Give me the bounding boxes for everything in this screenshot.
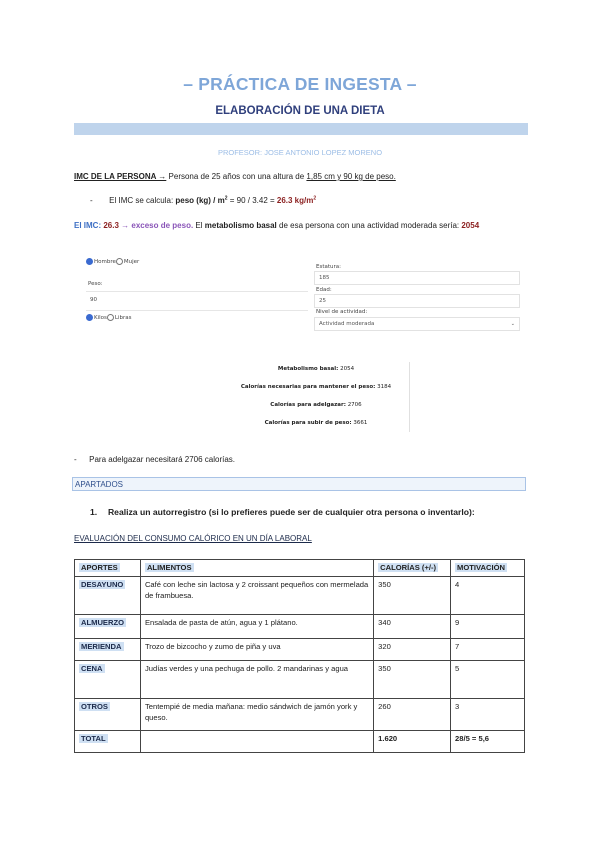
note-dash: - xyxy=(74,455,77,464)
apartado-item xyxy=(90,507,475,517)
row-aporte: OTROS xyxy=(75,699,141,731)
note-text: Para adelgazar necesitará 2706 calorías. xyxy=(89,455,236,464)
header-alimentos: ALIMENTOS xyxy=(140,560,373,577)
edad-input[interactable]: 25 xyxy=(314,294,520,308)
nivel-select-value: Actividad moderada xyxy=(319,321,375,327)
row-aporte: CENA xyxy=(75,661,141,699)
row-alimentos: Judías verdes y una pechuga de pollo. 2 mandarinas y agua xyxy=(140,661,373,699)
result-row: Calorías necesarias para mantener el peso: 3184 xyxy=(240,384,392,390)
estatura-input[interactable]: 185 xyxy=(314,271,520,285)
calc-mid: = 90 / 3.42 = xyxy=(227,196,277,205)
radio-mujer[interactable] xyxy=(116,258,123,265)
calc-prefix: El IMC se calcula: xyxy=(109,196,176,205)
row-motivacion: 3 xyxy=(451,699,525,731)
header-aportes: APORTES xyxy=(75,560,141,577)
radio-hombre[interactable] xyxy=(86,258,93,265)
calorie-table xyxy=(74,559,525,753)
page-subtitle: ELABORACIÓN DE UNA DIETA xyxy=(215,105,385,117)
row-motivacion: 5 xyxy=(451,661,525,699)
row-aporte: DESAYUNO xyxy=(75,577,141,615)
row-motivacion: 7 xyxy=(451,639,525,661)
row-calorias: 350 xyxy=(374,577,451,615)
summary-value: 26.3 xyxy=(103,221,119,230)
row-alimentos: Tentempié de media mañana: medio sándwich de jamón york y queso. xyxy=(140,699,373,731)
row-aporte: MERIENDA xyxy=(75,639,141,661)
imc-label: IMC DE LA PERSONA → xyxy=(74,172,167,181)
peso-value[interactable]: 90 xyxy=(90,297,97,303)
peso-label: Peso: xyxy=(88,281,103,287)
calc-result: 26.3 kg/m xyxy=(276,196,314,205)
radio-libras-label: Libras xyxy=(114,315,132,321)
apartados-header: APARTADOS xyxy=(72,477,526,491)
nivel-select[interactable] xyxy=(314,317,520,331)
radio-hombre-label: Hombre xyxy=(94,259,116,265)
chevron-down-icon: ⌄ xyxy=(510,321,515,327)
table-row xyxy=(75,615,525,639)
row-calorias: 350 xyxy=(374,661,451,699)
results-divider xyxy=(409,362,410,432)
row-motivacion: 4 xyxy=(451,577,525,615)
summary-arrow: → xyxy=(118,221,132,230)
table-row xyxy=(75,699,525,731)
calc-formula: peso (kg) / m xyxy=(175,196,225,205)
edad-label: Edad: xyxy=(316,287,332,293)
table-row xyxy=(75,577,525,615)
table-header-row xyxy=(75,560,525,577)
header-band xyxy=(74,123,528,135)
summary-text-b: de esa persona con una actividad moderada sería: xyxy=(276,221,462,230)
page-title: – PRÁCTICA DE INGESTA – xyxy=(183,74,417,94)
row-aporte: ALMUERZO xyxy=(75,615,141,639)
row-calorias: 260 xyxy=(374,699,451,731)
radio-libras[interactable] xyxy=(107,314,114,321)
sex-radio-group xyxy=(86,258,139,265)
imc-summary-line xyxy=(74,221,479,230)
imc-text: Persona de 25 años con una altura de xyxy=(166,172,307,181)
imc-calc-line xyxy=(90,196,316,205)
header-motivacion: MOTIVACIÓN xyxy=(451,560,525,577)
imc-measures: 1,85 cm y 90 kg de peso. xyxy=(306,172,396,181)
row-alimentos: Trozo de bizcocho y zumo de piña y uva xyxy=(140,639,373,661)
row-calorias: 320 xyxy=(374,639,451,661)
peso-top-border xyxy=(86,291,308,292)
imc-line xyxy=(74,172,396,181)
note-line xyxy=(74,455,235,464)
apartado-number: 1. xyxy=(90,507,98,517)
summary-result: 2054 xyxy=(461,221,480,230)
unit-radio-group xyxy=(86,314,132,321)
table-row xyxy=(75,661,525,699)
result-row: Calorías para adelgazar: 2706 xyxy=(270,402,362,408)
apartado-text: Realiza un autorregistro (si lo prefieres puede ser de cualquier otra persona o inventarlo): xyxy=(107,507,475,517)
table-row xyxy=(75,639,525,661)
nivel-label: Nivel de actividad: xyxy=(316,309,368,315)
radio-kilos[interactable] xyxy=(86,314,93,321)
evaluacion-title: EVALUACIÓN DEL CONSUMO CALÓRICO EN UN DÍA LABORAL xyxy=(74,534,312,543)
summary-text-a: El xyxy=(193,221,205,230)
total-label: TOTAL xyxy=(75,731,141,753)
table-total-row xyxy=(75,731,525,753)
peso-bottom-border xyxy=(86,310,308,311)
row-alimentos: Ensalada de pasta de atún, agua y 1 plátano. xyxy=(140,615,373,639)
result-row: Metabolismo basal: 2054 xyxy=(277,366,355,372)
result-row: Calorías para subir de peso: 3661 xyxy=(264,420,368,426)
row-alimentos: Café con leche sin lactosa y 2 croissant pequeños con mermelada de frambuesa. xyxy=(140,577,373,615)
summary-label: El IMC: xyxy=(74,221,104,230)
total-alimentos xyxy=(140,731,373,753)
calculator-results xyxy=(226,366,406,438)
summary-status: exceso de peso. xyxy=(131,221,194,230)
total-motivacion: 28/5 = 5,6 xyxy=(451,731,525,753)
professor-line: PROFESOR: JOSE ANTONIO LOPEZ MORENO xyxy=(217,148,383,157)
estatura-label: Estatura: xyxy=(316,264,341,270)
summary-bold: metabolismo basal xyxy=(204,221,277,230)
total-calorias: 1.620 xyxy=(374,731,451,753)
calc-result-sup: 2 xyxy=(313,195,317,202)
header-calorias: CALORÍAS (+/-) xyxy=(374,560,451,577)
row-motivacion: 9 xyxy=(451,615,525,639)
radio-kilos-label: Kilos xyxy=(94,315,107,321)
row-calorias: 340 xyxy=(374,615,451,639)
bullet-dash: - xyxy=(90,196,93,205)
calc-sup: 2 xyxy=(224,195,228,202)
radio-mujer-label: Mujer xyxy=(123,259,140,265)
